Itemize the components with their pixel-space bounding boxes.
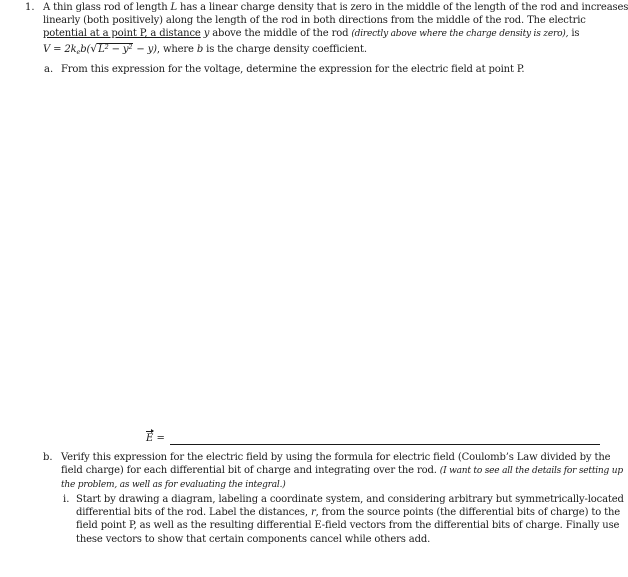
part-b-label: b.: [43, 452, 53, 463]
part-a-label: a.: [44, 64, 54, 75]
part-b-text: [61, 451, 623, 493]
efield-answer-label: E =: [146, 433, 165, 444]
part-b-i-label: i.: [63, 494, 70, 505]
voltage-formula-line: $V = 2k_eb(√L^2 - y^2 - y)$, where b is the charge density coefficient.: [43, 41, 367, 56]
part-b-line-3: the problem, as well as for evaluating the integral.): [61, 480, 286, 491]
problem-line-1: A thin glass rod of length L has a linear charge density that is zero in the middle of the length of the rod and increases: [43, 2, 628, 13]
part-b-line-2: field charge) for each differential bit of charge and integrating over the rod. (I want to see all the details for setting up: [61, 465, 623, 477]
part-b-i-line-3: field point P, as well as the resulting differential E-field vectors from the differential bits of charge. Finally use: [76, 520, 620, 532]
efield-vector-symbol: E: [146, 433, 154, 444]
voltage-formula: $V = 2k_eb(√L^2 - y^2 - y)$: [43, 41, 157, 56]
answer-blank-line[interactable]: [170, 444, 600, 445]
part-b-i-text: [76, 493, 624, 546]
part-b-line-1: Verify this expression for the electric field by using the formula for electric field (Coulomb’s Law divided by the: [61, 452, 611, 463]
problem-number: 1.: [25, 2, 35, 13]
problem-line-3: potential at a point P, a distance y above the middle of the rod (directly above where the charge density is zero), is: [43, 28, 580, 40]
part-a-text: From this expression for the voltage, determine the expression for the electric field at point P.: [61, 64, 525, 75]
part-b-i-line-1: Start by drawing a diagram, labeling a coordinate system, and considering arbitrary but symmetrically-located: [76, 494, 624, 505]
problem-statement: [43, 1, 628, 56]
part-b-i-line-4: these vectors to show that certain components cancel while others add.: [76, 533, 431, 545]
problem-line-2: linearly (both positively) along the length of the rod in both directions from the middle of the rod. The electric: [43, 15, 586, 27]
part-b-i-line-2: differential bits of the rod. Label the distances, r, from the source points (the differential bits of charge) to the: [76, 507, 621, 519]
